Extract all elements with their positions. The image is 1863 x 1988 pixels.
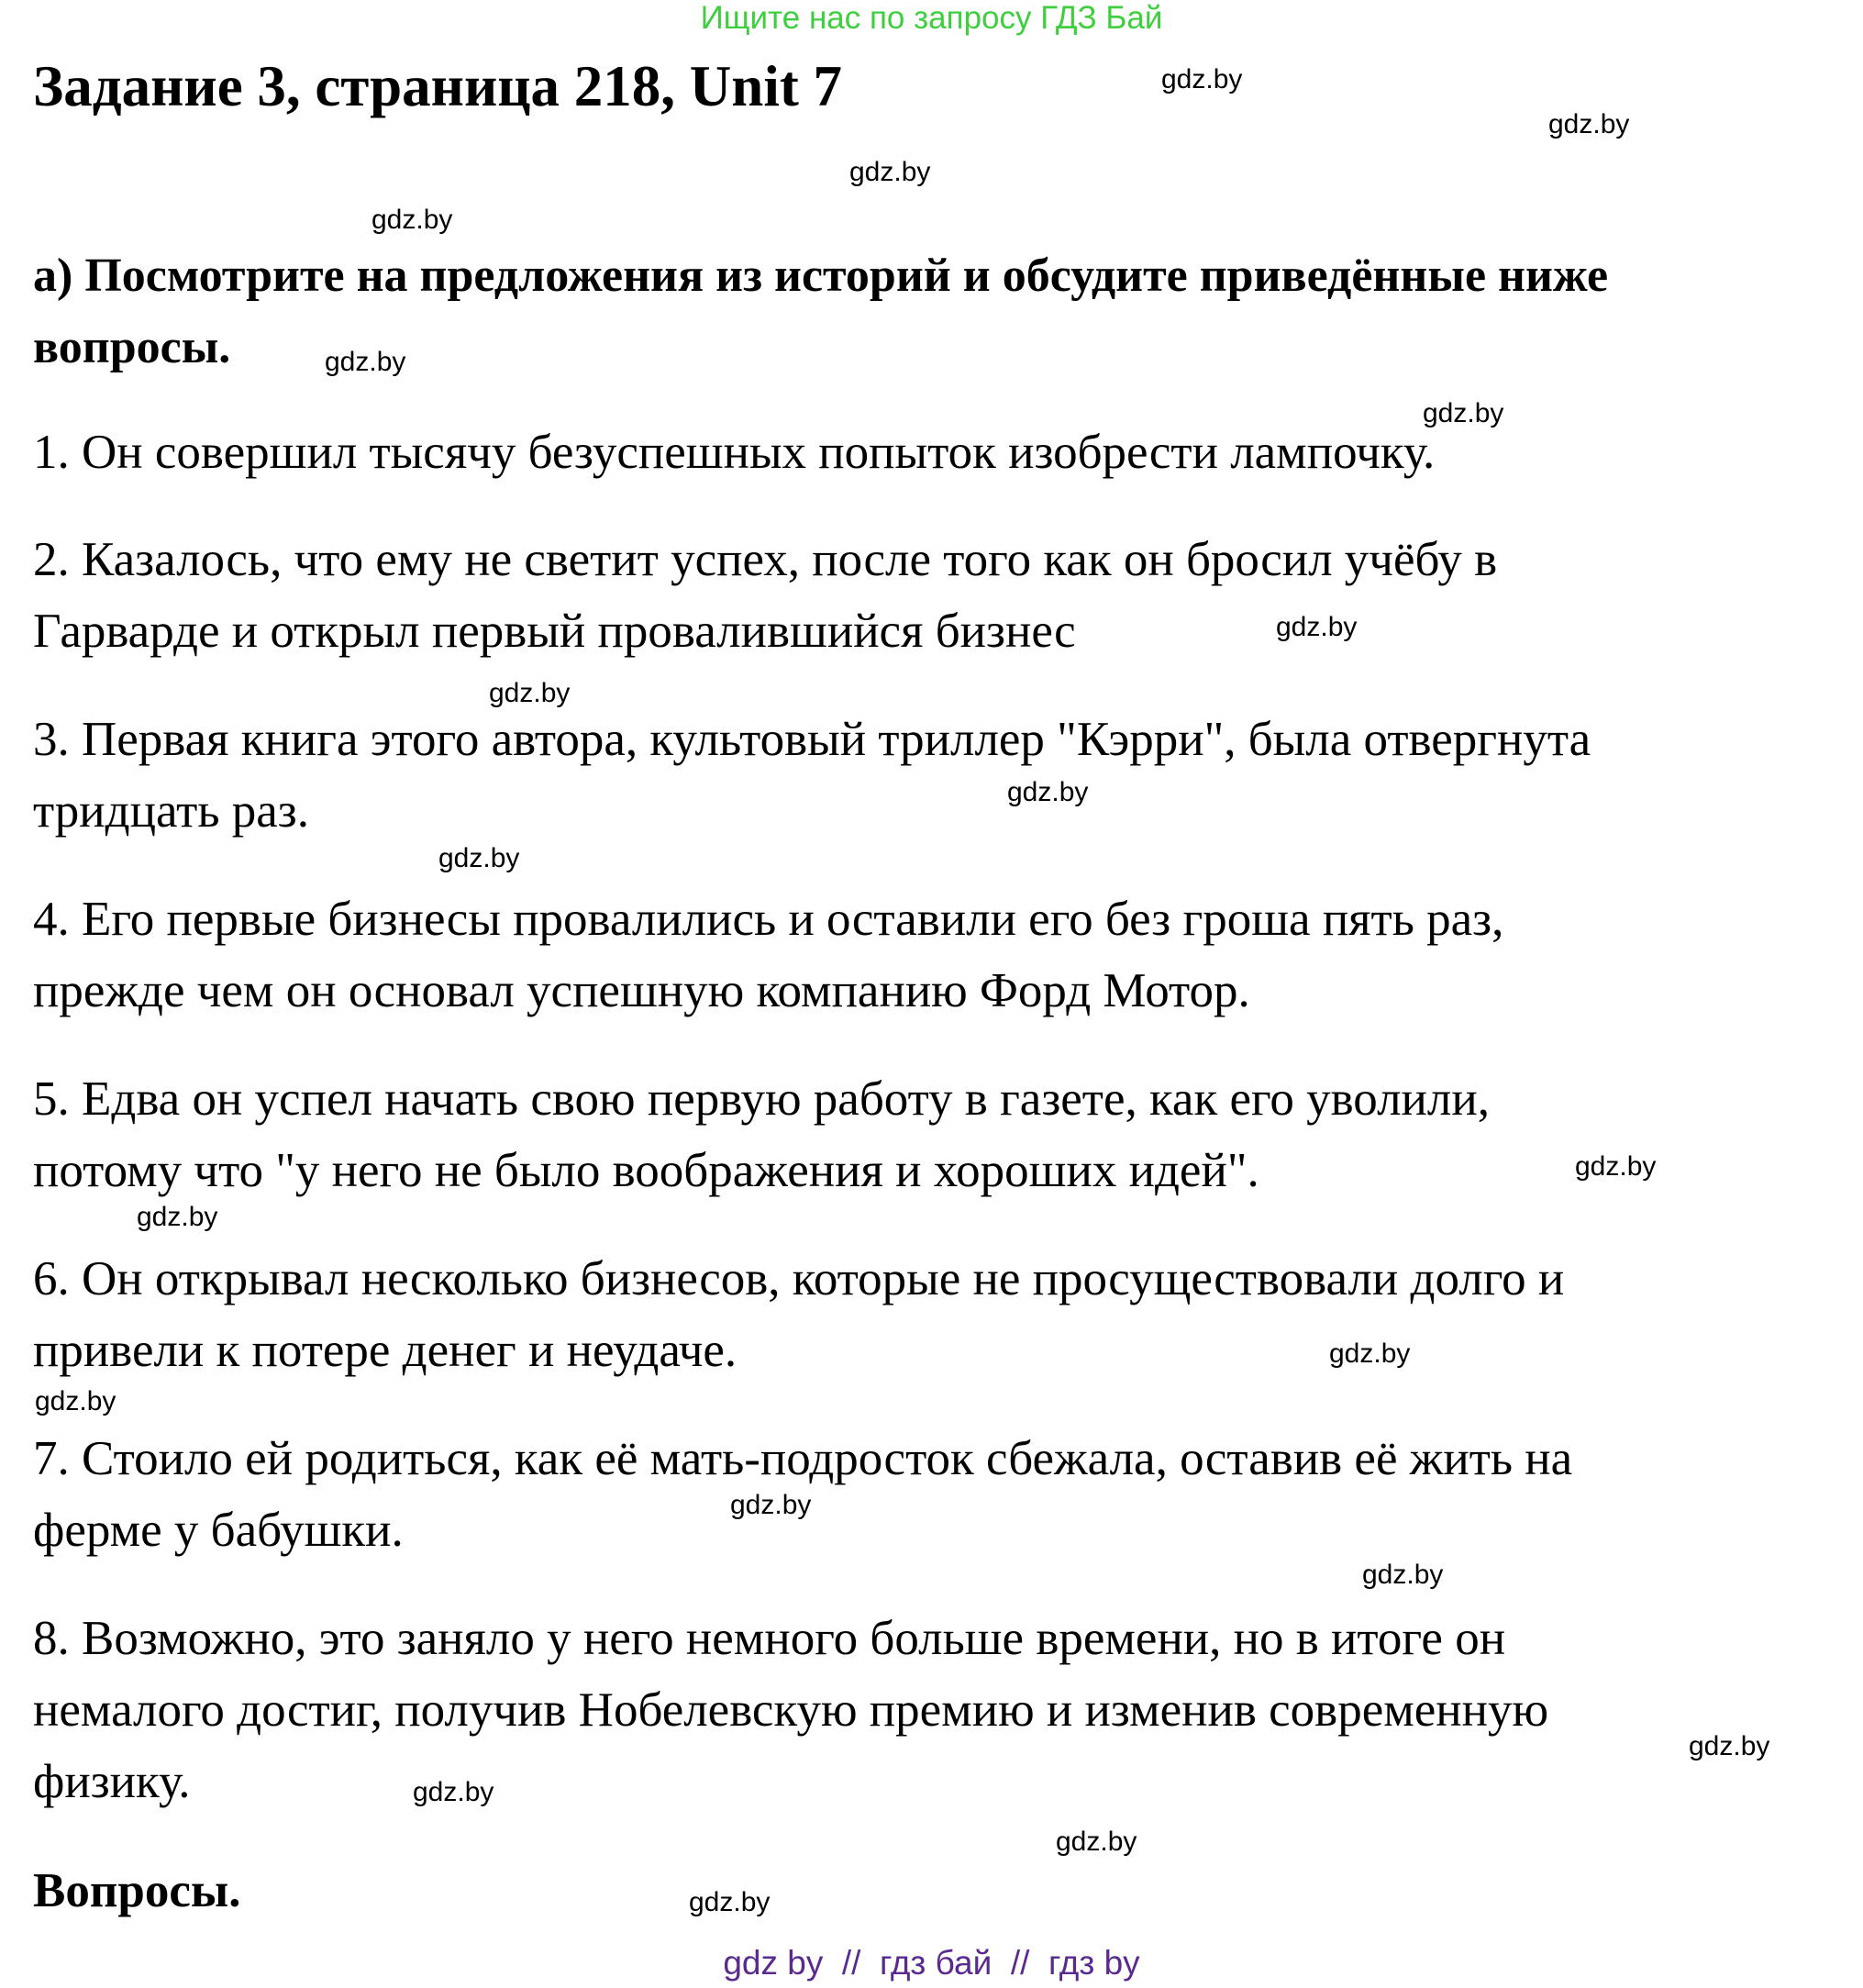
watermark: gdz.by	[413, 1777, 494, 1807]
sentence-line: прежде чем он основал успешную компанию Форд Мотор.	[33, 964, 1250, 1017]
watermark: gdz.by	[1423, 398, 1504, 428]
sentence-7	[33, 1423, 1831, 1566]
sentence-line: 2. Казалось, что ему не светит успех, после того как он бросил учёбу в	[33, 533, 1498, 586]
sentence-line: 3. Первая книга этого автора, культовый триллер "Кэрри", была отвергнута	[33, 713, 1591, 766]
watermark: gdz.by	[1007, 777, 1089, 807]
footer-links: gdz by // гдз бай // гдз by	[723, 1944, 1140, 1982]
sentence-line: 6. Он открывал несколько бизнесов, которые не просуществовали долго и	[33, 1252, 1565, 1305]
watermark: gdz.by	[730, 1490, 812, 1520]
watermark: gdz.by	[1548, 109, 1630, 139]
watermark: gdz.by	[1362, 1560, 1444, 1590]
watermark: gdz.by	[1329, 1338, 1411, 1369]
sentence-line: немалого достиг, получив Нобелевскую премию и изменив современную	[33, 1683, 1549, 1737]
sentence-line: тридцать раз.	[33, 784, 309, 838]
watermark: gdz.by	[137, 1202, 218, 1232]
watermark: gdz.by	[325, 347, 406, 377]
watermark: gdz.by	[849, 157, 931, 187]
sentence-line: 5. Едва он успел начать свою первую работу в газете, как его уволили,	[33, 1072, 1490, 1126]
sentence-8	[33, 1603, 1831, 1817]
sentence-1	[33, 416, 1831, 488]
watermark: gdz.by	[1689, 1731, 1770, 1761]
sentence-2	[33, 524, 1831, 667]
watermark: gdz.by	[438, 843, 520, 873]
instruction-line-1: а) Посмотрите на предложения из историй и обсудите приведённые ниже	[33, 250, 1609, 302]
questions-heading: Вопросы.	[33, 1864, 241, 1917]
sentence-line: 4. Его первые бизнесы провалились и оставили его без гроша пять раз,	[33, 893, 1504, 946]
task-instruction	[33, 240, 1831, 383]
search-banner: Ищите нас по запросу ГДЗ Бай	[700, 0, 1163, 36]
watermark: gdz.by	[1276, 612, 1358, 642]
page-title: Задание 3, страница 218, Unit 7	[33, 54, 843, 118]
sentence-line: Гарварде и открыл первый провалившийся бизнес	[33, 605, 1076, 658]
watermark: gdz.by	[1575, 1151, 1657, 1182]
watermark: gdz.by	[1056, 1827, 1137, 1857]
sentence-3	[33, 704, 1831, 847]
watermark: gdz.by	[371, 205, 453, 235]
watermark: gdz.by	[35, 1386, 116, 1416]
sentence-line: 7. Стоило ей родиться, как её мать-подросток сбежала, оставив её жить на	[33, 1432, 1573, 1485]
watermark: gdz.by	[689, 1887, 771, 1917]
sentence-line: ферме у бабушки.	[33, 1504, 404, 1557]
sentence-4	[33, 883, 1831, 1027]
instruction-line-2: вопросы.	[33, 321, 231, 373]
sentence-line: 1. Он совершил тысячу безуспешных попыток изобрести лампочку.	[33, 426, 1436, 479]
sentence-line: привели к потере денег и неудаче.	[33, 1324, 737, 1377]
sentence-6	[33, 1243, 1831, 1386]
watermark: gdz.by	[489, 678, 571, 708]
sentence-line: потому что "у него не было воображения и хороших идей".	[33, 1144, 1259, 1197]
sentence-5	[33, 1063, 1831, 1206]
watermark: gdz.by	[1161, 64, 1243, 94]
sentence-line: физику.	[33, 1755, 191, 1808]
sentence-line: 8. Возможно, это заняло у него немного больше времени, но в итоге он	[33, 1612, 1506, 1665]
